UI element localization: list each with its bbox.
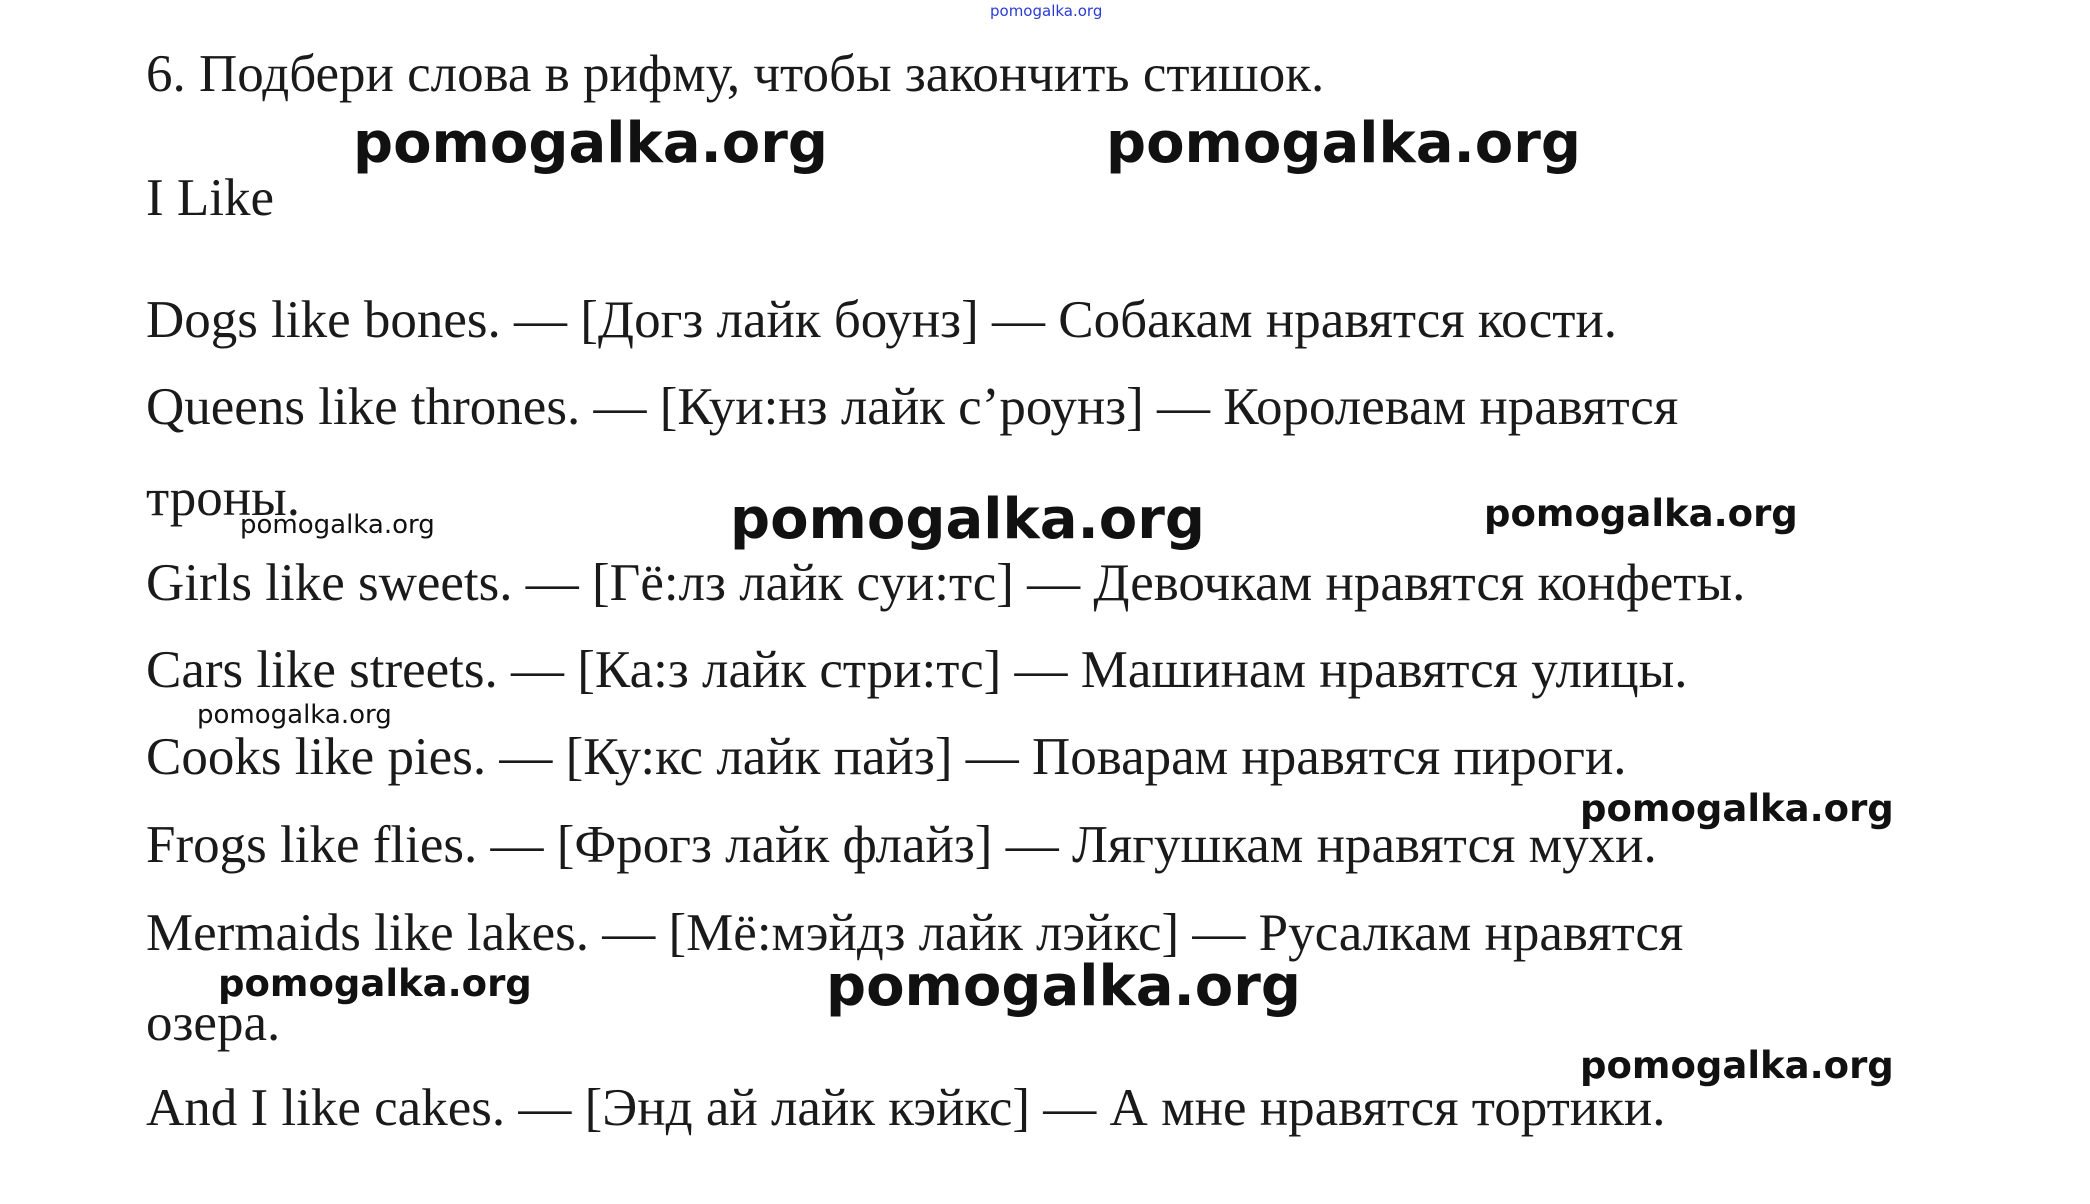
poem-line: озера.: [146, 994, 281, 1052]
watermark: pomogalka.org: [1580, 787, 1894, 830]
poem-line: Cars like streets. — [Ка:з лайк стри:тс] — Машинам нравятся улицы.: [146, 641, 1688, 699]
watermark: pomogalka.org: [353, 111, 828, 176]
watermark: pomogalka.org: [1580, 1044, 1894, 1087]
poem-line: Girls like sweets. — [Гё:лз лайк суи:тс] — Девочкам нравятся конфеты.: [146, 554, 1746, 612]
poem-line: Cooks like pies. — [Ку:кс лайк пайз] — Поварам нравятся пироги.: [146, 728, 1627, 786]
poem-line: Dogs like bones. — [Догз лайк боунз] — Собакам нравятся кости.: [146, 291, 1618, 349]
poem-line: Queens like thrones. — [Куи:нз лайк с’роунз] — Королевам нравятся: [146, 378, 1679, 436]
poem-line: And I like cakes. — [Энд ай лайк кэйкс] — А мне нравятся тортики.: [146, 1079, 1666, 1137]
next-task-cut-off: [146, 1190, 1246, 1204]
poem-title: I Like: [146, 169, 275, 227]
watermark: pomogalka.org: [826, 954, 1301, 1019]
poem-line: Mermaids like lakes. — [Мё:мэйдз лайк лэйкс] — Русалкам нравятся: [146, 904, 1684, 962]
task-title: 6. Подбери слова в рифму, чтобы закончить стишок.: [146, 45, 1325, 103]
watermark: pomogalka.org: [218, 962, 532, 1005]
watermark: pomogalka.org: [1106, 111, 1581, 176]
site-watermark-top: pomogalka.org: [990, 2, 1103, 20]
poem-line: троны.: [146, 469, 301, 527]
watermark: pomogalka.org: [240, 510, 435, 540]
watermark: pomogalka.org: [1484, 492, 1798, 535]
poem-line: Frogs like flies. — [Фрогз лайк флайз] — Лягушкам нравятся мухи.: [146, 816, 1657, 874]
watermark: pomogalka.org: [197, 700, 392, 730]
watermark: pomogalka.org: [730, 487, 1205, 552]
